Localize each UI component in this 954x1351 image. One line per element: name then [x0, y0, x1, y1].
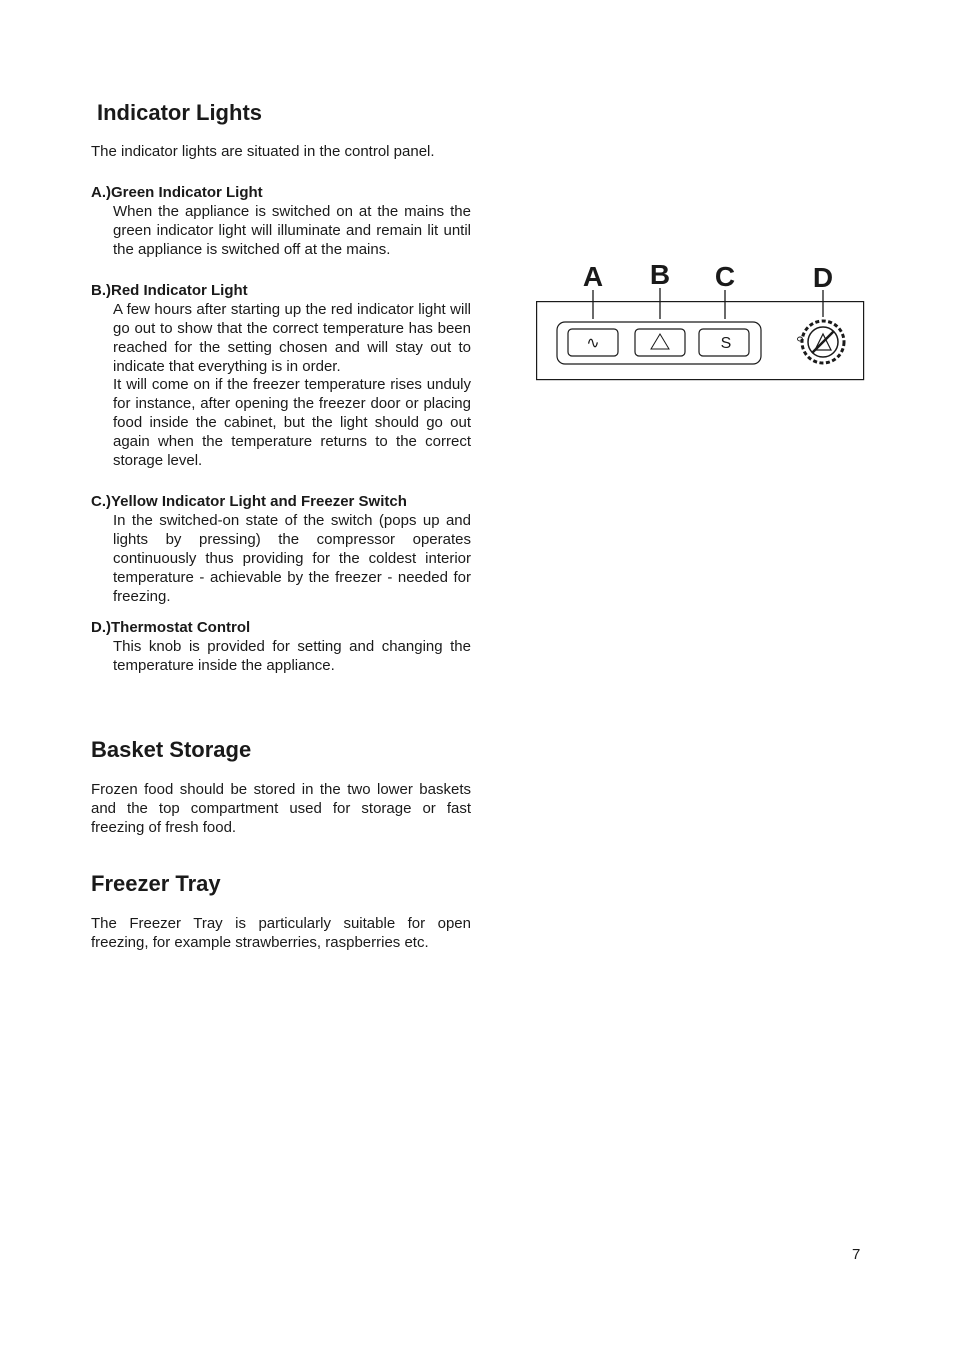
item-title-b: B.)Red Indicator Light — [91, 282, 248, 299]
item-body-b-2: It will come on if the freezer temperature rises unduly for instance, after opening the freezer door or placing food inside the cabinet, but the light should go out again when the temperature returns to the correct storage level. — [113, 376, 471, 469]
thermostat-knob-icon[interactable] — [798, 321, 845, 363]
warning-triangle-icon — [651, 334, 669, 349]
section-heading-freezer-tray: Freezer Tray — [91, 871, 221, 896]
freezer-tray-text: The Freezer Tray is particularly suitable for open freezing, for example strawberries, raspberries etc. — [91, 915, 471, 951]
item-body-c: In the switched-on state of the switch (pops up and lights by pressing) the compressor operates continuously thus providing for the coldest interior temperature - achievable by the freezer - needed for freezing. — [113, 512, 471, 605]
item-title-d: D.)Thermostat Control — [91, 619, 251, 636]
label-c: C — [714, 261, 736, 292]
item-body-b-1: A few hours after starting up the red indicator light will go out to show that the correct temperature has been reached for the setting chosen and will stay out to indicate that everything is in order. — [113, 301, 471, 375]
item-title-a: A.)Green Indicator Light — [91, 184, 263, 201]
section-heading-indicator-lights: Indicator Lights — [97, 100, 262, 125]
control-panel-diagram — [536, 255, 866, 385]
button-a-symbol: ∿ — [586, 333, 600, 352]
page-number: 7 — [852, 1246, 861, 1263]
label-d: D — [812, 262, 834, 293]
item-body-a: When the appliance is switched on at the mains the green indicator light will illuminate and remain lit until the appliance is switched off at the mains. — [113, 203, 471, 258]
label-b: B — [649, 259, 671, 290]
basket-storage-text: Frozen food should be stored in the two lower baskets and the top compartment used for storage or fast freezing of fresh food. — [91, 781, 471, 836]
label-a: A — [582, 261, 604, 292]
section-heading-basket-storage: Basket Storage — [91, 737, 252, 762]
leader-lines — [593, 288, 823, 319]
indicator-intro: The indicator lights are situated in the control panel. — [91, 143, 435, 160]
button-c-symbol: S — [720, 335, 732, 352]
item-title-c: C.)Yellow Indicator Light and Freezer Switch — [91, 493, 407, 510]
item-body-d: This knob is provided for setting and changing the temperature inside the appliance. — [113, 638, 471, 674]
